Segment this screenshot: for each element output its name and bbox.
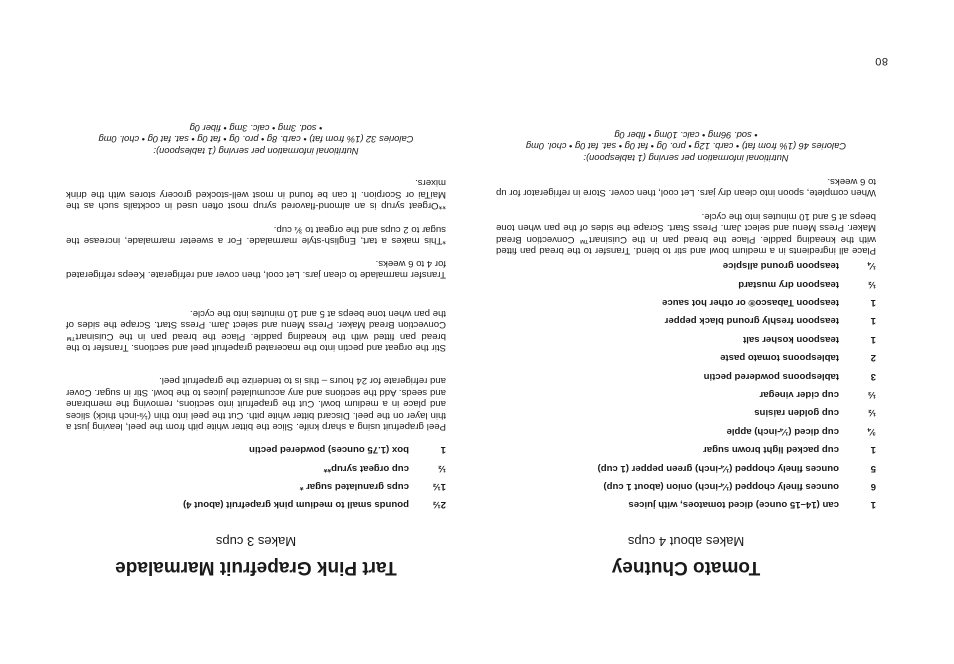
ingredient-row: [496, 275, 876, 293]
ingredient-amount: 5: [870, 462, 876, 474]
ingredient-text: teaspoon Tabasco® or other hot sauce: [662, 297, 839, 309]
ingredient-text: cups granulated sugar *: [299, 480, 409, 492]
recipe-title: Tomato Chutney: [611, 557, 761, 578]
nutrition-line: Calories 46 (1% from fat) • carb. 12g • pro. 0g • fat 0g • sat. fat 0g • chol. 0mg: [525, 141, 847, 153]
ingredient-amount: 2: [870, 352, 876, 364]
ingredient-amount: ¾: [867, 425, 876, 437]
ingredient-row: [66, 477, 446, 495]
ingredient-text: teaspoon freshly ground black pepper: [664, 315, 839, 327]
ingredient-amount: 2½: [432, 499, 446, 511]
ingredient-amount: 1: [870, 297, 876, 309]
ingredient-row: [496, 348, 876, 366]
ingredient-text: cup diced (¼-inch) apple: [726, 425, 839, 437]
ingredient-text: cup golden raisins: [754, 407, 839, 419]
ingredient-text: teaspoon dry mustard: [738, 278, 839, 290]
ingredient-amount: ½: [437, 462, 446, 474]
ingredient-text: cup cider vinegar: [759, 388, 839, 400]
ingredient-text: tablespoons powdered pectin: [703, 370, 839, 382]
ingredient-row: [496, 385, 876, 403]
footnote: *This makes a tart, English-style marmalade. For a sweeter marmalade, increase the sugar to 2 cups and the orgeat to ¾ cup.: [66, 223, 446, 246]
instruction-paragraph: Stir the orgeat and pectin into the macerated grapefruit peel and sections. Transfer to the bread pan fitted with the kneading paddle. Place the bread pan in the Cuisinart™ Convection Bread Maker. Press Menu and select Jam. Press Start. Scrape the sides of the pan when tone beeps at 5 and 10 minutes into the cycle.: [66, 307, 446, 353]
ingredient-row: [496, 312, 876, 330]
instruction-paragraph: Place all ingredients in a medium bowl and stir to blend. Transfer to the bread pan fitted with the kneading paddle. Place the bread pan in the Cuisinart™ Convection Bread Maker. Press Menu and select Jam. Press Start. Scrape the sides of the pan when tone beeps at 5 and 10 minutes into the cycle.: [496, 210, 876, 256]
ingredient-text: can (14–15 ounce) diced tomatoes, with juices: [628, 499, 839, 511]
ingredient-text: cup orgeat syrup**: [323, 462, 409, 474]
page-number: 80: [874, 55, 888, 67]
ingredient-amount: 1: [870, 499, 876, 511]
ingredient-row: [496, 477, 876, 495]
ingredient-row: [66, 496, 446, 514]
ingredient-amount: 1½: [432, 480, 446, 492]
recipe-yield: Makes about 4 cups: [627, 534, 745, 549]
ingredient-text: teaspoon ground allspice: [722, 260, 839, 272]
ingredient-amount: ½: [867, 407, 876, 419]
ingredient-row: [496, 330, 876, 348]
ingredient-row: [496, 440, 876, 458]
instruction-paragraph: When complete, spoon into clean dry jars. Let cool, then cover. Store in refrigerator for up to 6 weeks.: [496, 175, 876, 198]
ingredient-row: [496, 293, 876, 311]
ingredient-text: ounces finely chopped (¼-inch) green pepper (1 cup): [597, 462, 839, 474]
nutrition-heading: Nutritional information per serving (1 tablespoon):: [583, 153, 789, 164]
ingredient-row: [66, 459, 446, 477]
ingredient-row: [496, 459, 876, 477]
ingredient-text: box (1.75 ounces) powdered pectin: [249, 444, 409, 456]
nutrition-line: • sod. 96mg • calc. 10mg • fiber 0g: [614, 129, 758, 141]
ingredient-row: [66, 440, 446, 458]
instruction-paragraph: Transfer marmalade to clean jars. Let cool, then cover and refrigerate. Keeps refrigerated for 4 to 6 weeks.: [66, 257, 446, 280]
ingredient-amount: 3: [870, 370, 876, 382]
ingredient-row: [496, 496, 876, 514]
footnote: **Orgeat syrup is an almond-flavored syrup most often used in cocktails such as the MaiTai or Scorpion. It can be found in most well-stocked grocery stores with the drink mixers.: [66, 177, 446, 211]
ingredient-amount: 1: [870, 315, 876, 327]
ingredient-amount: ⅓: [867, 388, 876, 400]
ingredient-amount: ¼: [867, 260, 876, 272]
ingredient-text: tablespoons tomato paste: [720, 352, 839, 364]
ingredient-list: [496, 257, 876, 514]
ingredient-row: [496, 257, 876, 275]
ingredient-amount: 1: [870, 333, 876, 345]
ingredient-text: ounces finely chopped (¼-inch) onion (about 1 cup): [603, 480, 839, 492]
ingredient-amount: 1: [870, 444, 876, 456]
recipe-yield: Makes 3 cups: [215, 534, 297, 549]
instruction-paragraph: Peel grapefruit using a sharp knife. Slice the bitter white pith from the peel, leaving just a thin layer on the peel. Discard bitter white pith. Cut the peel into thin (⅛-inch thick) slices and place in a medium bowl. Cut the grapefruit into sections, removing the membrane and seeds. Add the sections and any accumulated juices to the bowl. Stir in sugar. Cover and refrigerate for 24 hours – this is to tenderize the grapefruit peel.: [66, 375, 446, 432]
ingredient-amount: ½: [867, 278, 876, 290]
ingredient-row: [496, 367, 876, 385]
ingredient-row: [496, 404, 876, 422]
recipe-title: Tart Pink Grapefruit Marmalade: [115, 557, 397, 578]
ingredient-amount: 6: [870, 480, 876, 492]
ingredient-text: cup packed light brown sugar: [703, 444, 839, 456]
nutrition-heading: Nutritional information per serving (1 tablespoon):: [153, 146, 359, 157]
ingredient-text: teaspoon kosher salt: [743, 333, 839, 345]
ingredient-row: [496, 422, 876, 440]
nutrition-info: [66, 122, 446, 157]
ingredient-list: [66, 440, 446, 514]
nutrition-line: Calories 32 (1% from fat) • carb. 8g • pro. 0g • fat 0g • sat. fat 0g • chol. 0mg: [98, 134, 414, 146]
nutrition-line: • sod. 3mg • calc. 3mg • fiber 0g: [189, 122, 323, 134]
nutrition-info: [496, 129, 876, 164]
ingredient-text: pounds small to medium pink grapefruit (about 4): [183, 499, 409, 511]
ingredient-amount: 1: [440, 444, 446, 456]
